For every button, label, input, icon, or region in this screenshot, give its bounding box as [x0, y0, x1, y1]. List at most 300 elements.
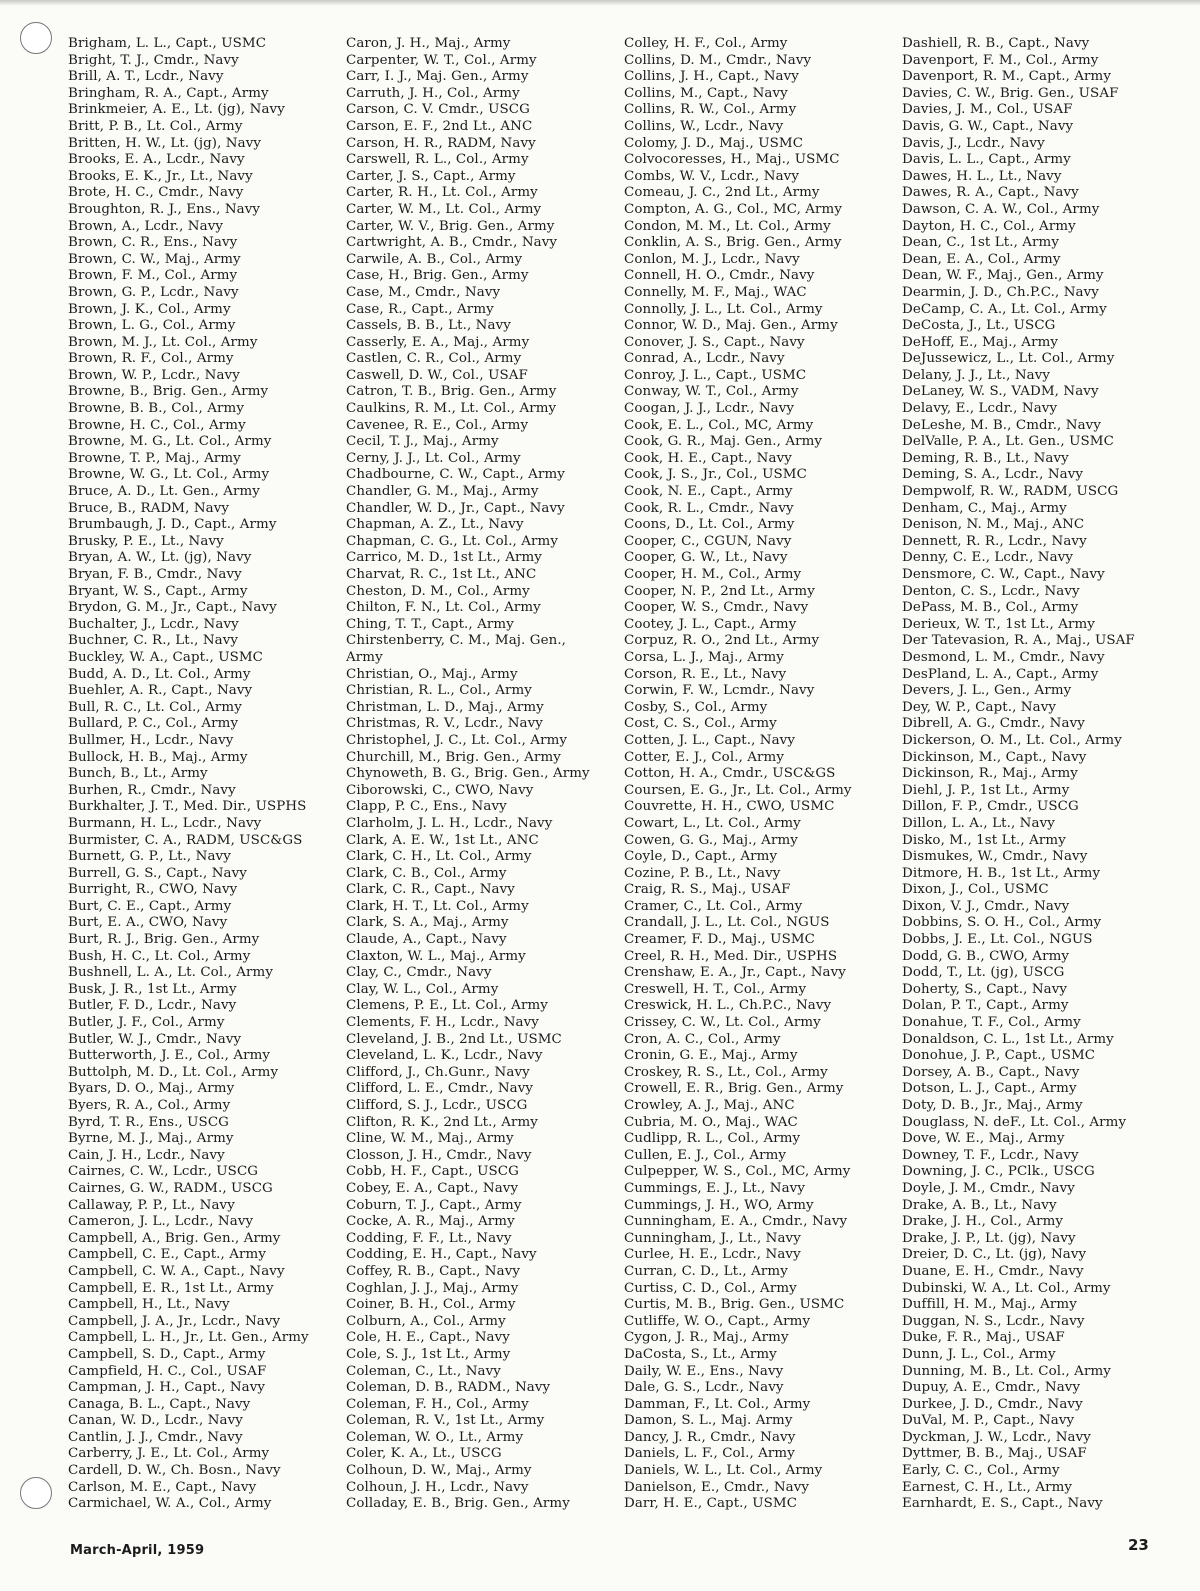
list-item: Browne, W. G., Lt. Col., Army — [68, 467, 270, 483]
list-item: Dreier, D. C., Lt. (jg), Navy — [902, 1247, 1087, 1263]
list-item: Coyle, D., Capt., Army — [624, 849, 778, 865]
list-item: Cozine, P. B., Lt., Navy — [624, 865, 781, 881]
list-item: Brown, A., Lcdr., Navy — [68, 218, 224, 234]
list-item: Bunch, B., Lt., Army — [68, 766, 208, 782]
list-item: Cooper, H. M., Col., Army — [624, 567, 802, 582]
list-item: Codding, F. F., Lt., Navy — [346, 1230, 512, 1246]
list-item: Crowell, E. R., Brig. Gen., Army — [624, 1081, 844, 1097]
list-item: Dashiell, R. B., Capt., Navy — [902, 36, 1090, 51]
list-item: Darr, H. E., Capt., USMC — [624, 1496, 798, 1512]
list-item: DeCamp, C. A., Lt. Col., Army — [902, 301, 1107, 317]
list-item: DuVal, M. P., Capt., Navy — [902, 1413, 1075, 1429]
list-item: Daily, W. E., Ens., Navy — [624, 1363, 784, 1379]
list-item: Clapp, P. C., Ens., Navy — [346, 799, 507, 815]
list-item: Combs, W. V., Lcdr., Navy — [624, 168, 799, 184]
list-item: Churchill, M., Brig. Gen., Army — [346, 749, 561, 765]
list-item: Brown, R. F., Col., Army — [68, 351, 234, 367]
list-item: Cowen, G. G., Maj., Army — [624, 832, 798, 848]
list-item: DeHoff, E., Maj., Army — [902, 334, 1059, 350]
list-item: Croskey, R. S., Lt., Col., Army — [624, 1064, 828, 1080]
list-item: Brown, F. M., Col., Army — [68, 268, 238, 284]
list-item: Cooper, N. P., 2nd Lt., Army — [624, 583, 815, 599]
list-item: Browne, M. G., Lt. Col., Army — [68, 434, 272, 450]
list-item: Cotten, J. L., Capt., Navy — [624, 732, 796, 748]
list-item: Dibrell, A. G., Cmdr., Navy — [902, 716, 1085, 732]
list-item: Budd, A. D., Lt. Col., Army — [68, 666, 251, 682]
list-item: Dancy, J. R., Cmdr., Navy — [624, 1429, 796, 1445]
list-item: Brown, J. K., Col., Army — [68, 301, 231, 317]
list-item: Comeau, J. C., 2nd Lt., Army — [624, 185, 820, 201]
list-item: Carmichael, W. A., Col., Army — [68, 1496, 272, 1512]
list-item: Dubinski, W. A., Lt. Col., Army — [902, 1280, 1111, 1296]
list-item: Cummings, J. H., WO, Army — [624, 1197, 814, 1213]
list-item: Brown, L. G., Col., Army — [68, 318, 236, 334]
list-item: Cole, S. J., 1st Lt., Army — [346, 1346, 511, 1362]
list-item: Carberry, J. E., Lt. Col., Army — [68, 1446, 270, 1462]
list-item: Casserly, E. A., Maj., Army — [346, 334, 530, 350]
list-item: Diehl, J. P., 1st Lt., Army — [902, 782, 1070, 798]
list-item: Dearmin, J. D., Ch.P.C., Navy — [902, 284, 1099, 300]
list-item: Damon, S. L., Maj. Army — [624, 1413, 793, 1429]
list-item: Army — [346, 649, 383, 665]
list-item: Douglass, N. deF., Lt. Col., Army — [902, 1114, 1127, 1130]
list-item: Campman, J. H., Capt., Navy — [68, 1380, 266, 1396]
list-item: Brinkmeier, A. E., Lt. (jg), Navy — [68, 102, 285, 118]
list-item: Caulkins, R. M., Lt. Col., Army — [346, 401, 557, 417]
list-item: Christian, R. L., Col., Army — [346, 683, 532, 699]
list-item: Case, R., Capt., Army — [346, 301, 494, 317]
list-item: Campbell, H., Lt., Navy — [68, 1297, 230, 1313]
list-item: Coursen, E. G., Jr., Lt. Col., Army — [624, 782, 852, 798]
name-list — [68, 36, 1168, 1516]
list-item: Donahue, T. F., Col., Army — [902, 1015, 1081, 1031]
list-item: DeLaney, W. S., VADM, Navy — [902, 384, 1099, 400]
list-item: Cairnes, G. W., RADM., USCG — [68, 1180, 273, 1196]
list-item: Dickinson, M., Capt., Navy — [902, 749, 1087, 765]
list-item: DeJussewicz, L., Lt. Col., Army — [902, 351, 1115, 367]
list-item: Davis, L. L., Capt., Army — [902, 152, 1071, 168]
list-item: Case, H., Brig. Gen., Army — [346, 268, 529, 284]
list-item: Burt, C. E., Capt., Army — [68, 898, 232, 914]
list-item: Burt, E. A., CWO, Navy — [68, 915, 228, 931]
list-item: Earnest, C. H., Lt., Army — [902, 1479, 1073, 1495]
list-item: Dotson, L. J., Capt., Army — [902, 1081, 1077, 1097]
list-item: Burnett, G. P., Lt., Navy — [68, 849, 231, 865]
list-item: Dillon, F. P., Cmdr., USCG — [902, 799, 1079, 815]
list-item: Duggan, N. S., Lcdr., Navy — [902, 1313, 1085, 1329]
list-item: Cunningham, E. A., Cmdr., Navy — [624, 1214, 848, 1230]
list-item: Castlen, C. R., Col., Army — [346, 351, 522, 367]
list-item: Brusky, P. E., Lt., Navy — [68, 533, 224, 549]
list-item: Collins, R. W., Col., Army — [624, 102, 797, 118]
list-item: Desmond, L. M., Cmdr., Navy — [902, 649, 1105, 665]
list-item: Curtiss, C. D., Col., Army — [624, 1280, 797, 1296]
list-item: Canaga, B. L., Capt., Navy — [68, 1396, 251, 1412]
list-item: Creamer, F. D., Maj., USMC — [624, 932, 815, 948]
list-item: Brown, C. W., Maj., Army — [68, 251, 241, 267]
list-item: Cook, E. L., Col., MC, Army — [624, 417, 814, 433]
list-item: Creswick, H. L., Ch.P.C., Navy — [624, 998, 832, 1014]
list-item: Donohue, J. P., Capt., USMC — [902, 1048, 1096, 1064]
list-item: Brigham, L. L., Capt., USMC — [68, 36, 267, 51]
list-item: Brill, A. T., Lcdr., Navy — [68, 69, 224, 85]
list-item: Coffey, R. B., Capt., Navy — [346, 1263, 521, 1279]
list-item: DeLeshe, M. B., Cmdr., Navy — [902, 417, 1101, 433]
list-item: Codding, E. H., Capt., Navy — [346, 1247, 537, 1263]
list-item: Christophel, J. C., Lt. Col., Army — [346, 732, 568, 748]
list-item: Carson, H. R., RADM, Navy — [346, 135, 536, 151]
list-item: Cole, H. E., Capt., Navy — [346, 1330, 510, 1346]
list-item: Clark, A. E. W., 1st Lt., ANC — [346, 832, 539, 848]
list-item: Burkhalter, J. T., Med. Dir., USPHS — [68, 799, 307, 815]
list-item: Drake, J. P., Lt. (jg), Navy — [902, 1230, 1076, 1246]
list-item: Daniels, L. F., Col., Army — [624, 1446, 795, 1462]
list-item: Cecil, T. J., Maj., Army — [346, 434, 499, 450]
list-item: Butterworth, J. E., Col., Army — [68, 1048, 271, 1064]
list-item: Densmore, C. W., Capt., Navy — [902, 567, 1105, 582]
list-item: Dyttmer, B. B., Maj., USAF — [902, 1446, 1087, 1462]
list-item: Cootey, J. L., Capt., Army — [624, 616, 797, 632]
list-item: Cassels, B. B., Lt., Navy — [346, 318, 511, 334]
list-item: Donaldson, C. L., 1st Lt., Army — [902, 1031, 1114, 1047]
list-item: Busk, J. R., 1st Lt., Army — [68, 981, 237, 997]
list-item: Burmann, H. L., Lcdr., Navy — [68, 815, 262, 831]
issue-date: March-April, 1959 — [70, 1543, 205, 1558]
list-item: Collins, J. H., Capt., Navy — [624, 69, 799, 85]
list-item: Connolly, J. L., Lt. Col., Army — [624, 301, 823, 317]
list-item: Chandler, G. M., Maj., Army — [346, 484, 539, 500]
list-item: Cook, R. L., Cmdr., Navy — [624, 500, 794, 516]
list-item: Crissey, C. W., Lt. Col., Army — [624, 1015, 821, 1031]
list-item: Colhoun, J. H., Lcdr., Navy — [346, 1479, 529, 1495]
list-item: Cameron, J. L., Lcdr., Navy — [68, 1214, 254, 1230]
list-item: Dennett, R. R., Lcdr., Navy — [902, 533, 1087, 549]
list-item: Cain, J. H., Lcdr., Navy — [68, 1147, 225, 1163]
list-item: Charvat, R. C., 1st Lt., ANC — [346, 567, 537, 582]
list-item: Cooper, C., CGUN, Navy — [624, 533, 792, 549]
list-item: Cowart, L., Lt. Col., Army — [624, 815, 801, 831]
list-item: Dempwolf, R. W., RADM, USCG — [902, 484, 1119, 500]
list-item: Coleman, R. V., 1st Lt., Army — [346, 1413, 545, 1429]
list-item: Butler, F. D., Lcdr., Navy — [68, 998, 237, 1014]
list-item: Culpepper, W. S., Col., MC, Army — [624, 1164, 851, 1180]
list-item: Dale, G. S., Lcdr., Navy — [624, 1380, 784, 1396]
list-item: Brown, G. P., Lcdr., Navy — [68, 284, 239, 300]
list-item: Byers, R. A., Col., Army — [68, 1098, 231, 1113]
list-item: Der Tatevasion, R. A., Maj., USAF — [902, 633, 1135, 649]
list-item: Coleman, C., Lt., Navy — [346, 1363, 501, 1379]
list-item: Connor, W. D., Maj. Gen., Army — [624, 318, 838, 334]
list-item: Carruth, J. H., Col., Army — [346, 85, 520, 101]
list-item: Dodd, G. B., CWO, Army — [902, 948, 1070, 964]
list-item: Corpuz, R. O., 2nd Lt., Army — [624, 633, 820, 649]
page-number: 23 — [1128, 1536, 1149, 1554]
list-item: Coleman, W. O., Lt., Army — [346, 1429, 524, 1445]
list-item: Christian, O., Maj., Army — [346, 666, 518, 682]
list-item: Cunningham, J., Lt., Navy — [624, 1230, 801, 1246]
list-item: Collins, D. M., Cmdr., Navy — [624, 52, 812, 68]
list-item: Cheston, D. M., Col., Army — [346, 583, 530, 599]
list-item: Dayton, H. C., Col., Army — [902, 218, 1076, 234]
list-item: Clifford, S. J., Lcdr., USCG — [346, 1098, 528, 1113]
list-item: Ching, T. T., Capt., Army — [346, 616, 514, 632]
list-item: Buehler, A. R., Capt., Navy — [68, 683, 253, 699]
list-item: Cline, W. M., Maj., Army — [346, 1131, 514, 1147]
list-item: Denny, C. E., Lcdr., Navy — [902, 550, 1074, 566]
list-item: Bush, H. C., Lt. Col., Army — [68, 948, 251, 964]
list-item: Dean, C., 1st Lt., Army — [902, 235, 1060, 251]
list-item: Coleman, D. B., RADM., Navy — [346, 1380, 551, 1396]
list-item: Bushnell, L. A., Lt. Col., Army — [68, 965, 274, 981]
list-item: DaCosta, S., Lt., Army — [624, 1346, 777, 1362]
list-item: Doyle, J. M., Cmdr., Navy — [902, 1180, 1075, 1196]
list-item: Cairnes, C. W., Lcdr., USCG — [68, 1164, 259, 1180]
list-item: Brown, W. P., Lcdr., Navy — [68, 367, 240, 383]
list-item: Carson, E. F., 2nd Lt., ANC — [346, 118, 533, 134]
list-item: Cobb, H. F., Capt., USCG — [346, 1164, 519, 1180]
list-item: Burrell, G. S., Capt., Navy — [68, 865, 247, 881]
list-item: Corson, R. E., Lt., Navy — [624, 666, 787, 682]
list-item: Curran, C. D., Lt., Army — [624, 1263, 788, 1279]
list-item: Craig, R. S., Maj., USAF — [624, 882, 791, 898]
list-item: Dobbs, J. E., Lt. Col., NGUS — [902, 932, 1093, 948]
list-item: Colomy, J. D., Maj., USMC — [624, 135, 804, 151]
list-item: Case, M., Cmdr., Navy — [346, 284, 501, 300]
list-item: Conlon, M. J., Lcdr., Navy — [624, 251, 800, 267]
list-item: Caswell, D. W., Col., USAF — [346, 367, 528, 383]
list-item: Cartwright, A. B., Cmdr., Navy — [346, 235, 558, 251]
list-item: Clifton, R. K., 2nd Lt., Army — [346, 1114, 538, 1130]
list-item: Denham, C., Maj., Army — [902, 500, 1067, 516]
list-item: Cobey, E. A., Capt., Navy — [346, 1180, 519, 1196]
list-item: Davenport, F. M., Col., Army — [902, 52, 1099, 68]
list-item: Dixon, V. J., Cmdr., Navy — [902, 898, 1070, 914]
list-item: Clark, C. B., Col., Army — [346, 865, 507, 881]
list-item: Byars, D. O., Maj., Army — [68, 1081, 235, 1097]
list-item: Clark, C. R., Capt., Navy — [346, 882, 515, 898]
list-item: Collins, W., Lcdr., Navy — [624, 118, 784, 134]
list-item: Dean, E. A., Col., Army — [902, 251, 1061, 267]
list-item: Cummings, E. J., Lt., Navy — [624, 1180, 805, 1196]
list-item: Bringham, R. A., Capt., Army — [68, 85, 269, 101]
list-item: Bryan, F. B., Cmdr., Navy — [68, 567, 242, 582]
list-item: Corsa, L. J., Maj., Army — [624, 649, 784, 665]
list-item: Cronin, G. E., Maj., Army — [624, 1048, 798, 1064]
list-item: Clemens, P. E., Lt. Col., Army — [346, 998, 548, 1014]
list-item: Clay, W. L., Col., Army — [346, 981, 499, 997]
list-item: Brydon, G. M., Jr., Capt., Navy — [68, 600, 277, 616]
list-item: Cubria, M. O., Maj., WAC — [624, 1114, 798, 1130]
list-item: Carlson, M. E., Capt., Navy — [68, 1479, 257, 1495]
list-item: Coogan, J. J., Lcdr., Navy — [624, 401, 795, 417]
list-item: Compton, A. G., Col., MC, Army — [624, 201, 843, 217]
list-item: DeCosta, J., Lt., USCG — [902, 318, 1056, 334]
list-item: Delany, J. J., Lt., Navy — [902, 367, 1051, 383]
list-item: Drake, J. H., Col., Army — [902, 1214, 1064, 1230]
list-item: Campbell, L. H., Jr., Lt. Gen., Army — [68, 1330, 309, 1346]
list-item: Davies, C. W., Brig. Gen., USAF — [902, 85, 1119, 101]
list-item: Devers, J. L., Gen., Army — [902, 683, 1072, 699]
list-item: Dickinson, R., Maj., Army — [902, 766, 1078, 782]
list-item: Coburn, T. J., Capt., Army — [346, 1197, 522, 1213]
list-item: Bruce, B., RADM, Navy — [68, 500, 230, 516]
list-item: Brooks, E. A., Lcdr., Navy — [68, 152, 245, 168]
list-item: Dodd, T., Lt. (jg), USCG — [902, 965, 1065, 981]
list-item: Broughton, R. J., Ens., Navy — [68, 201, 261, 217]
list-item: Chilton, F. N., Lt. Col., Army — [346, 600, 541, 616]
list-item: Carr, I. J., Maj. Gen., Army — [346, 69, 529, 85]
list-item: Cygon, J. R., Maj., Army — [624, 1330, 789, 1346]
list-item: Derieux, W. T., 1st Lt., Army — [902, 616, 1095, 632]
list-item: Earnhardt, E. S., Capt., Navy — [902, 1496, 1103, 1512]
list-item: Cullen, E. J., Col., Army — [624, 1147, 787, 1163]
list-item: Connelly, M. F., Maj., WAC — [624, 284, 807, 300]
list-item: Bright, T. J., Cmdr., Navy — [68, 52, 239, 68]
list-item: Bullock, H. B., Maj., Army — [68, 749, 248, 765]
list-item: Dickerson, O. M., Lt. Col., Army — [902, 732, 1122, 748]
list-item: Bullard, P. C., Col., Army — [68, 716, 239, 732]
list-item: Crowley, A. J., Maj., ANC — [624, 1098, 795, 1113]
list-item: Collins, M., Capt., Navy — [624, 85, 788, 101]
list-item: Cleveland, J. B., 2nd Lt., USMC — [346, 1031, 562, 1047]
list-item: Dorsey, A. B., Capt., Navy — [902, 1064, 1080, 1080]
list-item: Cook, H. E., Capt., Navy — [624, 450, 792, 466]
list-item: Bryan, A. W., Lt. (jg), Navy — [68, 550, 252, 566]
page-top-edge — [0, 0, 1200, 6]
list-item: DePass, M. B., Col., Army — [902, 600, 1079, 616]
list-item: Chandler, W. D., Jr., Capt., Navy — [346, 500, 565, 516]
list-item: Cutliffe, W. O., Capt., Army — [624, 1313, 811, 1329]
list-item: DesPland, L. A., Capt., Army — [902, 666, 1099, 682]
list-item: Britten, H. W., Lt. (jg), Navy — [68, 135, 262, 151]
list-item: Chapman, C. G., Lt. Col., Army — [346, 533, 558, 549]
list-item: Creswell, H. T., Col., Army — [624, 981, 807, 997]
list-item: Cotton, H. A., Cmdr., USC&GS — [624, 766, 836, 782]
list-item: Canan, W. D., Lcdr., Navy — [68, 1413, 243, 1429]
list-item: Dove, W. E., Maj., Army — [902, 1131, 1065, 1147]
list-item: Curtis, M. B., Brig. Gen., USMC — [624, 1297, 845, 1313]
column-4 — [902, 36, 1172, 1513]
list-item: Cook, J. S., Jr., Col., USMC — [624, 467, 807, 483]
list-item: Campbell, C. E., Capt., Army — [68, 1247, 266, 1263]
list-item: Claxton, W. L., Maj., Army — [346, 948, 526, 964]
list-item: Cocke, A. R., Maj., Army — [346, 1214, 515, 1230]
list-item: Ciborowski, C., CWO, Navy — [346, 782, 534, 798]
list-item: Carson, C. V. Cmdr., USCG — [346, 102, 530, 118]
list-item: Bruce, A. D., Lt. Gen., Army — [68, 484, 260, 500]
list-item: Early, C. C., Col., Army — [902, 1463, 1060, 1479]
list-item: Burmister, C. A., RADM, USC&GS — [68, 832, 303, 848]
list-item: Clements, F. H., Lcdr., Navy — [346, 1015, 539, 1031]
list-item: Chapman, A. Z., Lt., Navy — [346, 517, 524, 533]
list-item: Dawson, C. A. W., Col., Army — [902, 201, 1100, 217]
list-item: Creel, R. H., Med. Dir., USPHS — [624, 948, 838, 964]
list-item: Christmas, R. V., Lcdr., Navy — [346, 716, 543, 732]
list-item: Brown, M. J., Lt. Col., Army — [68, 334, 258, 350]
list-item: Davenport, R. M., Capt., Army — [902, 69, 1112, 85]
list-item: Campbell, C. W. A., Capt., Navy — [68, 1263, 285, 1279]
list-item: Duke, F. R., Maj., USAF — [902, 1330, 1065, 1346]
list-item: Dyckman, J. W., Lcdr., Navy — [902, 1429, 1091, 1445]
list-item: Chynoweth, B. G., Brig. Gen., Army — [346, 766, 590, 782]
binder-hole-icon — [20, 1477, 52, 1509]
list-item: Cantlin, J. J., Cmdr., Navy — [68, 1429, 243, 1445]
list-item: Clifford, L. E., Cmdr., Navy — [346, 1081, 534, 1097]
list-item: Dolan, P. T., Capt., Army — [902, 998, 1069, 1014]
list-item: Clay, C., Cmdr., Navy — [346, 965, 492, 981]
list-item: Dawes, H. L., Lt., Navy — [902, 168, 1062, 184]
list-item: Buckley, W. A., Capt., USMC — [68, 649, 264, 665]
list-item: Cron, A. C., Col., Army — [624, 1031, 781, 1047]
list-item: Deming, R. B., Lt., Navy — [902, 450, 1069, 466]
list-item: Durkee, J. D., Cmdr., Navy — [902, 1396, 1083, 1412]
list-item: Denison, N. M., Maj., ANC — [902, 517, 1085, 533]
list-item: Cardell, D. W., Ch. Bosn., Navy — [68, 1463, 281, 1479]
list-item: Colburn, A., Col., Army — [346, 1313, 506, 1329]
list-item: Campbell, E. R., 1st Lt., Army — [68, 1280, 274, 1296]
list-item: Clark, H. T., Lt. Col., Army — [346, 898, 529, 914]
list-item: Cooper, W. S., Cmdr., Navy — [624, 600, 809, 616]
list-item: Britt, P. B., Lt. Col., Army — [68, 118, 243, 134]
list-item: DelValle, P. A., Lt. Gen., USMC — [902, 434, 1114, 450]
list-item: Dunning, M. B., Lt. Col., Army — [902, 1363, 1111, 1379]
list-item: Cerny, J. J., Lt. Col., Army — [346, 450, 521, 466]
list-item: Carrico, M. D., 1st Lt., Army — [346, 550, 542, 566]
list-item: Colley, H. F., Col., Army — [624, 36, 788, 51]
list-item: Downey, T. F., Lcdr., Navy — [902, 1147, 1079, 1163]
list-item: Clark, C. H., Lt. Col., Army — [346, 849, 532, 865]
list-item: Cosby, S., Col., Army — [624, 699, 768, 715]
list-item: Callaway, P. P., Lt., Navy — [68, 1197, 235, 1213]
list-item: Condon, M. M., Lt. Col., Army — [624, 218, 831, 234]
list-item: Colhoun, D. W., Maj., Army — [346, 1463, 532, 1479]
list-item: Dey, W. P., Capt., Navy — [902, 699, 1057, 715]
list-item: Carwile, A. B., Col., Army — [346, 251, 523, 267]
list-item: Byrne, M. J., Maj., Army — [68, 1131, 234, 1147]
list-item: Couvrette, H. H., CWO, USMC — [624, 799, 835, 815]
list-item: Carter, W. V., Brig. Gen., Army — [346, 218, 555, 234]
list-item: Browne, B. B., Col., Army — [68, 401, 244, 417]
list-item: Cook, G. R., Maj. Gen., Army — [624, 434, 823, 450]
list-item: Davies, J. M., Col., USAF — [902, 102, 1073, 118]
list-item: Carpenter, W. T., Col., Army — [346, 52, 537, 68]
list-item: Duffill, H. M., Maj., Army — [902, 1297, 1077, 1313]
list-item: Dean, W. F., Maj., Gen., Army — [902, 268, 1104, 284]
list-item: Conover, J. S., Capt., Navy — [624, 334, 805, 350]
list-item: Carter, J. S., Capt., Army — [346, 168, 516, 184]
list-item: Doherty, S., Capt., Navy — [902, 981, 1068, 997]
column-3 — [624, 36, 894, 1513]
column-2 — [346, 36, 616, 1513]
list-item: Brumbaugh, J. D., Capt., Army — [68, 517, 277, 533]
list-item: Disko, M., 1st Lt., Army — [902, 832, 1066, 848]
list-item: Cudlipp, R. L., Col., Army — [624, 1131, 801, 1147]
list-item: Cost, C. S., Col., Army — [624, 716, 777, 732]
list-item: Conroy, J. L., Capt., USMC — [624, 367, 807, 383]
list-item: Ditmore, H. B., 1st Lt., Army — [902, 865, 1101, 881]
list-item: Dillon, L. A., Lt., Navy — [902, 815, 1055, 831]
list-item: Christman, L. D., Maj., Army — [346, 699, 544, 715]
list-item: Corwin, F. W., Lcmdr., Navy — [624, 683, 815, 699]
list-item: Clifford, J., Ch.Gunr., Navy — [346, 1064, 530, 1080]
list-item: Browne, B., Brig. Gen., Army — [68, 384, 269, 400]
list-item: Delavy, E., Lcdr., Navy — [902, 401, 1058, 417]
list-item: Closson, J. H., Cmdr., Navy — [346, 1147, 532, 1163]
list-item: Byrd, T. R., Ens., USCG — [68, 1114, 229, 1130]
list-item: Conway, W. T., Col., Army — [624, 384, 799, 400]
list-item: Campbell, J. A., Jr., Lcdr., Navy — [68, 1313, 281, 1329]
list-item: Coleman, F. H., Col., Army — [346, 1396, 529, 1412]
